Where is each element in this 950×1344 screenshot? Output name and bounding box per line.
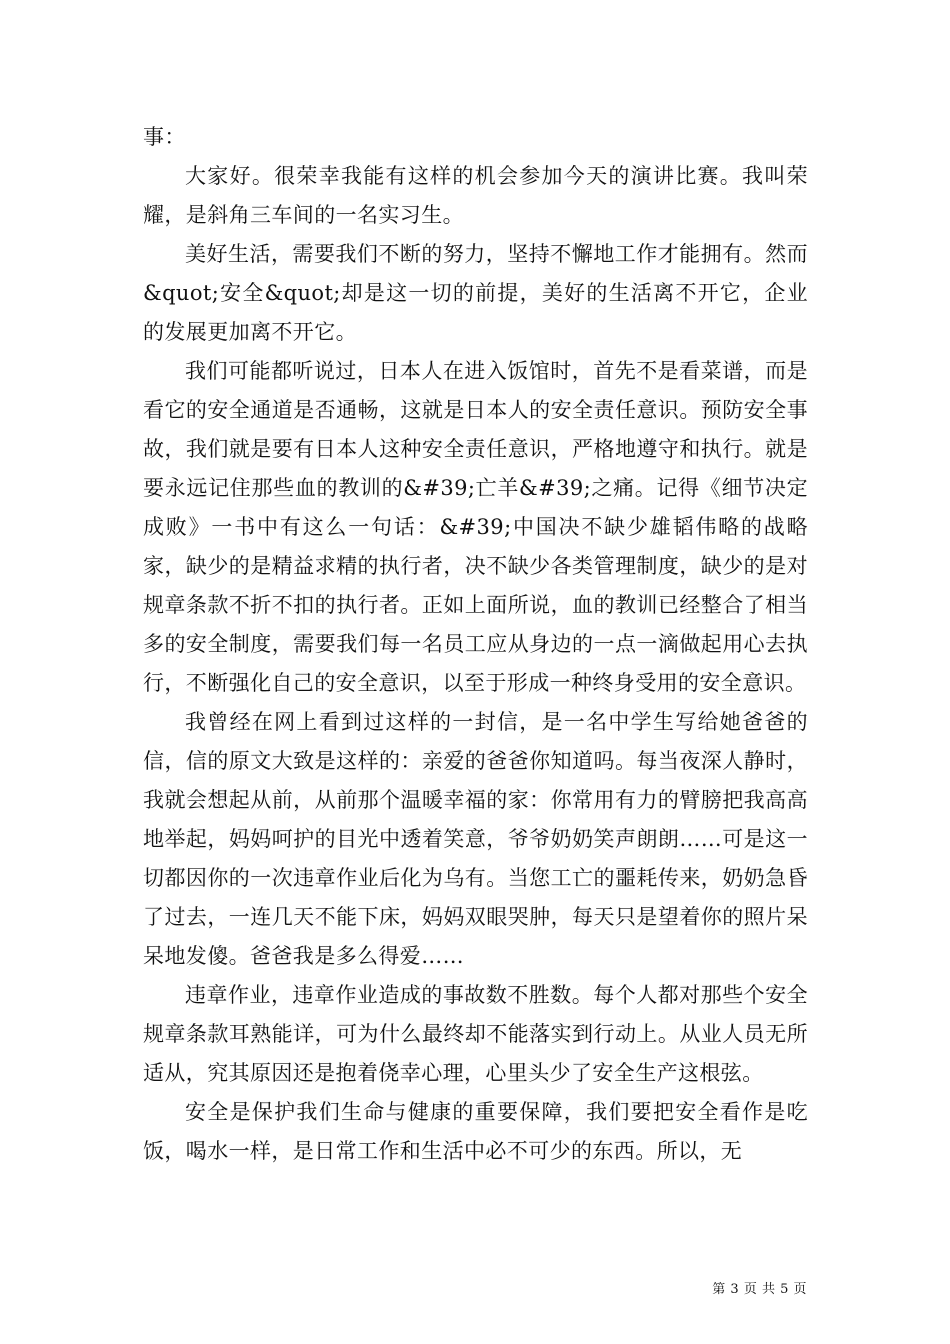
paragraph: 违章作业，违章作业造成的事故数不胜数。每个人都对那些个安全规章条款耳熟能详，可为什么最终却不能落实到行动上。从业人员无所适从，究其原因还是抱着侥幸心理，心里头少了安全生产这根弦。	[143, 983, 808, 1085]
page-number-footer: 第 3 页 共 5 页	[712, 1282, 807, 1297]
paragraph: 大家好。很荣幸我能有这样的机会参加今天的演讲比赛。我叫荣耀，是斜角三车间的一名实习生。	[143, 164, 808, 227]
paragraph: 我曾经在网上看到过这样的一封信，是一名中学生写给她爸爸的信，信的原文大致是这样的：亲爱的爸爸你知道吗。每当夜深人静时，我就会想起从前，从前那个温暖幸福的家：你常用有力的臂膀把我高高地举起，妈妈呵护的目光中透着笑意，爷爷奶奶笑声朗朗……可是这一切都因你的一次违章作业后化为乌有。当您工亡的噩耗传来，奶奶急昏了过去，一连几天不能下床，妈妈双眼哭肿，每天只是望着你的照片呆呆地发傻。爸爸我是多么得爱……	[143, 710, 808, 968]
document-body	[143, 118, 808, 1171]
paragraph: 美好生活，需要我们不断的努力，坚持不懈地工作才能拥有。然而&quot;安全&quot;却是这一切的前提，美好的生活离不开它，企业的发展更加离不开它。	[143, 242, 808, 344]
paragraph: 事：	[143, 125, 186, 149]
paragraph: 我们可能都听说过，日本人在进入饭馆时，首先不是看菜谱，而是看它的安全通道是否通畅，这就是日本人的安全责任意识。预防安全事故，我们就是要有日本人这种安全责任意识，严格地遵守和执行。就是要永远记住那些血的教训的&#39;亡羊&#39;之痛。记得《细节决定成败》一书中有这么一句话：&#39;中国决不缺少雄韬伟略的战略家，缺少的是精益求精的执行者，决不缺少各类管理制度，缺少的是对规章条款不折不扣的执行者。正如上面所说，血的教训已经整合了相当多的安全制度，需要我们每一名员工应从身边的一点一滴做起用心去执行，不断强化自己的安全意识，以至于形成一种终身受用的安全意识。	[143, 359, 808, 695]
paragraph: 安全是保护我们生命与健康的重要保障，我们要把安全看作是吃饭，喝水一样，是日常工作和生活中必不可少的东西。所以，无	[143, 1100, 808, 1163]
